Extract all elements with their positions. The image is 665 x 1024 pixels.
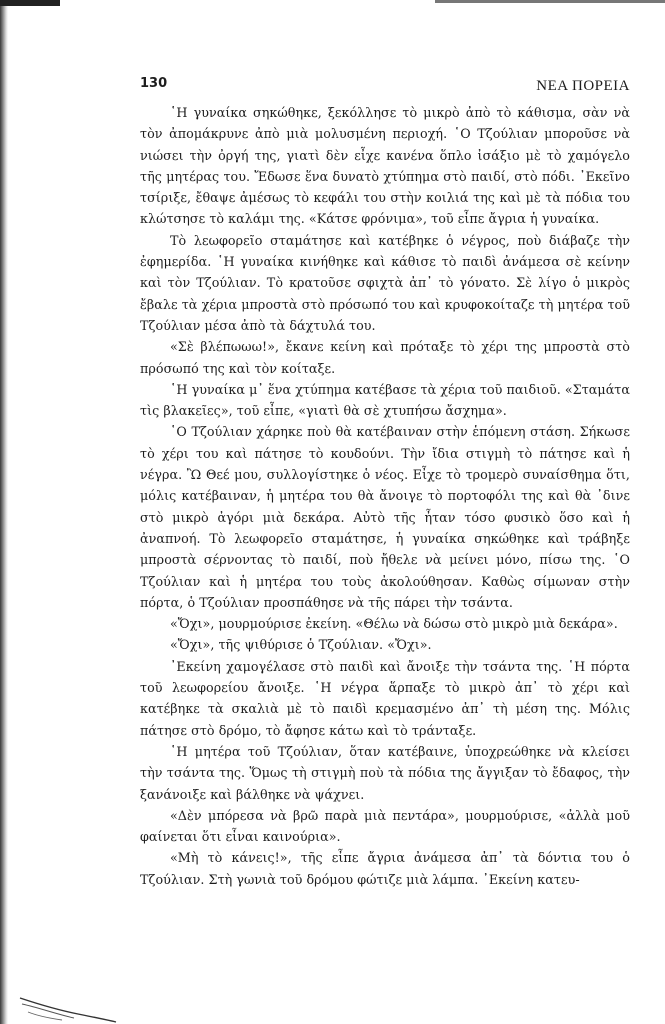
- paragraph: «Μὴ τὸ κάνεις!», τῆς εἶπε ἄγρια ἀνάμεσα ἀπ᾿ τὰ δόντια του ὁ Τζούλιαν. Στὴ γωνιὰ τοῦ δρόμου φώτιζε μιὰ λάμπα. ᾿Εκείνη κατευ-: [140, 850, 630, 887]
- paragraph: ῾Ο Τζούλιαν χάρηκε ποὺ θὰ κατέβαιναν στὴν ἑπόμενη στάση. Σήκωσε τὸ χέρι του καὶ πάτησε τὸ κουδούνι. Τὴν ἴδια στιγμὴ τὸ πάτησε καὶ ἡ νέγρα. Ὢ Θεέ μου, συλλογίστηκε ὁ νέος. Εἶχε τὸ τρομερὸ συναίσθημα ὅτι, μόλις κατέβαιναν, ἡ μητέρα του θὰ ἄνοιγε τὸ πορτοφόλι της καὶ θὰ ᾿δινε στὸ μικρὸ ἀγόρι μιὰ δεκάρα. Αὐτὸ τῆς ἦταν τόσο φυσικὸ ὅσο καὶ ἡ ἀναπνοή. Τὸ λεωφορεῖο σταμάτησε, ἡ γυναίκα σηκώθηκε καὶ τράβηξε μπροστὰ σέρνοντας τὸ παιδί, ποὺ ἤθελε νὰ μείνει μόνο, πίσω της. ῾Ο Τζούλιαν καὶ ἡ μητέρα του τοὺς ἀκολούθησαν. Καθὼς σίμωναν στὴν πόρτα, ὁ Τζούλιαν προσπάθησε νὰ τῆς πάρει τὴν τσάντα.: [140, 424, 630, 610]
- paragraph: ᾿Εκείνη χαμογέλασε στὸ παιδὶ καὶ ἄνοιξε τὴν τσάντα της. ῾Η πόρτα τοῦ λεωφορείου ἄνοιξε. ῾Η νέγρα ἅρπαξε τὸ μικρὸ ἀπ᾿ τὸ χέρι καὶ κατέβηκε τὰ σκαλιὰ μὲ τὸ παιδὶ κρεμασμένο ἀπ᾿ τὴ μέση της. Μόλις πάτησε στὸ δρόμο, τὸ ἄφησε κάτω καὶ τὸ τράνταξε.: [140, 658, 630, 738]
- paragraph: ῾Η γυναίκα μ᾿ ἕνα χτύπημα κατέβασε τὰ χέρια τοῦ παιδιοῦ. «Σταμάτα τὶς βλακεῖες», τοῦ εἶπε, «γιατὶ θὰ σὲ χτυπήσω ἄσχημα».: [140, 381, 630, 419]
- paragraph: «Σὲ βλέπωωω!», ἔκανε κείνη καὶ πρόταξε τὸ χέρι της μπροστὰ στὸ πρόσωπό της καὶ τὸν κοίταξε.: [140, 339, 630, 376]
- paragraph: «Δὲν μπόρεσα νὰ βρῶ παρὰ μιὰ πεντάρα», μουρμούρισε, «ἀλλὰ μοῦ φαίνεται ὅτι εἶναι καινούρια».: [140, 807, 630, 845]
- scan-shadow-top: [0, 0, 60, 6]
- scan-shadow-left: [0, 0, 8, 1024]
- paragraph: Τὸ λεωφορεῖο σταμάτησε καὶ κατέβηκε ὁ νέγρος, ποὺ διάβαζε τὴν ἐφημερίδα. ῾Η γυναίκα κινήθηκε καὶ κάθισε τὸ παιδὶ ἀνάμεσα σὲ κείνην καὶ τὸν Τζούλιαν. Τὸ κρατοῦσε σφιχτὰ ἀπ᾿ τὸ γόνατο. Σὲ λίγο ὁ μικρὸς ἔβαλε τὰ χέρια μπροστὰ στὸ πρόσωπό του καὶ κρυφοκοίταζε τὴ μητέρα τοῦ Τζούλιαν μέσα ἀπὸ τὰ δάχτυλά του.: [140, 232, 630, 333]
- running-title: ΝΕΑ ΠΟΡΕΙΑ: [536, 78, 630, 94]
- paragraph: «Ὄχι», μουρμούρισε ἐκείνη. «Θέλω νὰ δώσω στὸ μικρὸ μιὰ δεκάρα».: [170, 616, 618, 632]
- book-page: [140, 70, 630, 890]
- paragraph: «Ὄχι», τῆς ψιθύρισε ὁ Τζούλιαν. «Ὄχι».: [170, 637, 432, 653]
- body-text: [140, 102, 630, 890]
- running-header: [140, 70, 630, 96]
- paragraph: ῾Η μητέρα τοῦ Τζούλιαν, ὅταν κατέβαινε, ὑποχρεώθηκε νὰ κλείσει τὴν τσάντα της. Ὅμως τὴ στιγμὴ ποὺ τὰ πόδια της ἄγγιξαν τὸ ἔδαφος, τὴν ξανάνοιξε καὶ βάλθηκε νὰ ψάχνει.: [140, 743, 630, 802]
- page-number: 130: [140, 76, 168, 91]
- paragraph: ῾Η γυναίκα σηκώθηκε, ξεκόλλησε τὸ μικρὸ ἀπὸ τὸ κάθισμα, σὰν νὰ τὸν ἀπομάκρυνε ἀπὸ μιὰ μολυσμένη περιοχή. ῾Ο Τζούλιαν μποροῦσε νὰ νιώσει τὴν ὀργή της, γιατὶ δὲν εἶχε κανένα ὅπλο ἰσάξιο μὲ τὸ χαμόγελο τῆς μητέρας του. Ἔδωσε ἕνα δυνατὸ χτύπημα στὸ παιδί, στὸ πόδι. ᾿Εκεῖνο τσίριξε, ἔθαψε ἀμέσως τὸ κεφάλι του στὴν κοιλιά της καὶ μὲ τὰ πόδια του κλώτσησε τὸ καλάμι της. «Κάτσε φρόνιμα», τοῦ εἶπε ἄγρια ἡ γυναίκα.: [140, 105, 630, 227]
- pen-scribble-mark: [18, 990, 118, 1024]
- scan-shadow-top-right: [435, 0, 665, 3]
